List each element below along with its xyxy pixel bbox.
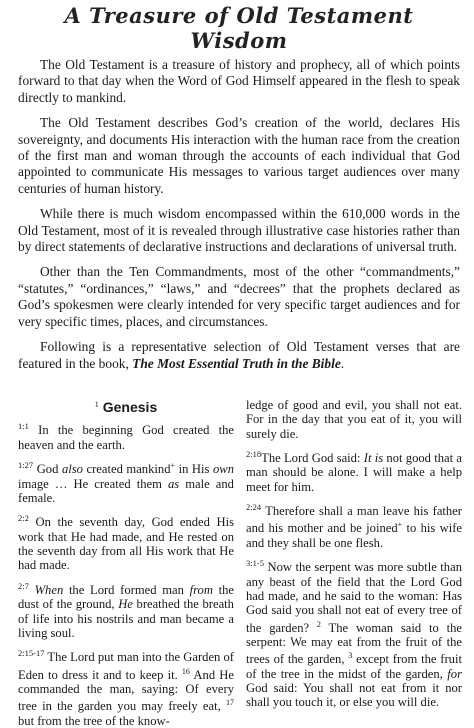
verse-text: the dust of the ground,: [18, 582, 234, 612]
verse-emphasis: also: [61, 462, 83, 477]
verse-emphasis: from: [189, 582, 213, 597]
book-heading: [18, 398, 234, 415]
verse-text: The Lord put man into the Garden of Eden to dress it and to keep it.: [18, 650, 235, 682]
verse-text: but from the tree of the know-: [18, 713, 170, 728]
verse-text: in His: [178, 462, 210, 477]
verse-number: 3: [348, 651, 353, 661]
verse-text: to his wife and they shall be one flesh.: [246, 521, 462, 550]
verse-1-27: [18, 458, 234, 505]
verse-ref: 2:18: [246, 448, 262, 459]
verse-number: 2: [316, 619, 321, 629]
verse-2-18: [246, 447, 462, 494]
verse-text: On the seventh day, God ended His work that He had made, and He rested on the seventh day from all His work that He had made.: [18, 515, 234, 573]
verse-ref: 2:2: [18, 513, 29, 524]
verse-2-2: [18, 511, 234, 572]
verse-2-17-continuation: ledge of good and evil, you shall not eat. For in the day that you eat of it, you will surely die.: [246, 398, 462, 441]
intro-p5-lead: Following is a representative selection of Old Testament verses that are featured in the book,: [18, 339, 460, 371]
verse-emphasis: for: [447, 666, 462, 681]
verse-text: The woman said to the serpent: We may eat from the fruit of the trees of the garden,: [246, 620, 462, 667]
verse-text: created mankind: [86, 462, 171, 477]
verse-number: 17: [226, 698, 234, 708]
intro-paragraph-3: While there is much wisdom encompassed within the 610,000 words in the Old Testament, most of it is revealed through illustrative case histories rather than by direct statements of declarative instructions and declarations of universal truth.: [18, 206, 460, 255]
intro-paragraph-1: The Old Testament is a treasure of history and prophecy, all of which points forward to that day when the Word of God Himself appeared in the flesh to speak directly to mankind.: [18, 57, 460, 105]
intro-paragraph-5: [18, 339, 460, 372]
verse-text: The Lord God said:: [261, 451, 361, 466]
document-page: [0, 3, 474, 728]
verse-text: image … He created them: [18, 476, 162, 491]
verse-emphasis: as: [167, 476, 180, 491]
verse-column-left: [18, 398, 235, 728]
verse-columns: [18, 398, 462, 728]
intro-section: [18, 57, 460, 372]
intro-paragraph-4: Other than the Ten Commandments, most of the other “commandments,” “statutes,” “ordinances,” “laws,” and “decrees” that the prophets declared as God’s spokesmen were clearly intended for very specific target audiences and for very specific times, places, and circumstances.: [18, 264, 460, 329]
intro-paragraph-2: The Old Testament describes God’s creation of the world, declares His sovereignty, and documents His interaction with the human race from the creation of the first man and woman through the accounts of each individual that God appointed to communicate His messages to various target audiences over many centuries of human history.: [18, 115, 460, 196]
verse-ref: 2:24: [246, 501, 262, 512]
verse-emphasis: He: [118, 597, 133, 612]
verse-number: 16: [181, 666, 190, 676]
intro-p5-end: .: [340, 355, 345, 371]
verse-text: except from the fruit of the tree in the midst of the garden,: [246, 652, 462, 681]
verse-text: male and female.: [18, 476, 234, 506]
verse-ref: 2:15-17: [18, 648, 45, 659]
book-title-reference: The Most Essential Truth in the Bible: [132, 355, 341, 371]
verse-emphasis: It is: [363, 451, 384, 466]
verse-text: breathed the breath of life into his nostrils and man became a living soul.: [18, 597, 234, 640]
verse-text: Therefore shall a man leave his father and his mother and be joined: [246, 504, 462, 536]
verse-text: And He commanded the man, saying: Of every tree in the garden you may freely eat,: [18, 667, 234, 714]
verse-2-24: [246, 500, 462, 550]
verse-emphasis: When: [34, 582, 64, 597]
verse-2-15-17: [18, 646, 234, 728]
verse-text: In the beginning God created the heaven and the earth.: [18, 423, 234, 452]
verse-emphasis: own: [213, 462, 234, 477]
verse-ref: 1:1: [18, 421, 29, 432]
verse-column-right: [246, 398, 462, 710]
verse-text: the Lord formed man: [68, 582, 184, 597]
page-title: A Treasure of Old Testament Wisdom: [64, 3, 414, 53]
book-name: Genesis: [102, 399, 158, 416]
verse-text: God said: You shall not eat from it nor shall you touch it, or else you will die.: [246, 681, 462, 710]
footnote-marker: +: [170, 461, 176, 471]
verse-ref: 3:1-5: [246, 558, 264, 569]
verse-3-1-5: [246, 556, 462, 710]
verse-ref: 1:27: [18, 460, 34, 471]
verse-text: God: [36, 462, 59, 477]
verse-text: Now the serpent was more subtle than any beast of the field that the Lord God had made, and he said to the woman: Has God said you shall not eat of every tree of the garden?: [246, 560, 462, 635]
verse-text: not good that a man should be alone. I will make a help meet for him.: [246, 451, 462, 494]
book-number: 1: [94, 400, 99, 409]
verse-ref: 2:7: [18, 580, 29, 591]
verse-1-1: [18, 419, 234, 452]
verse-2-7: [18, 579, 234, 640]
footnote-marker: +: [397, 520, 403, 530]
